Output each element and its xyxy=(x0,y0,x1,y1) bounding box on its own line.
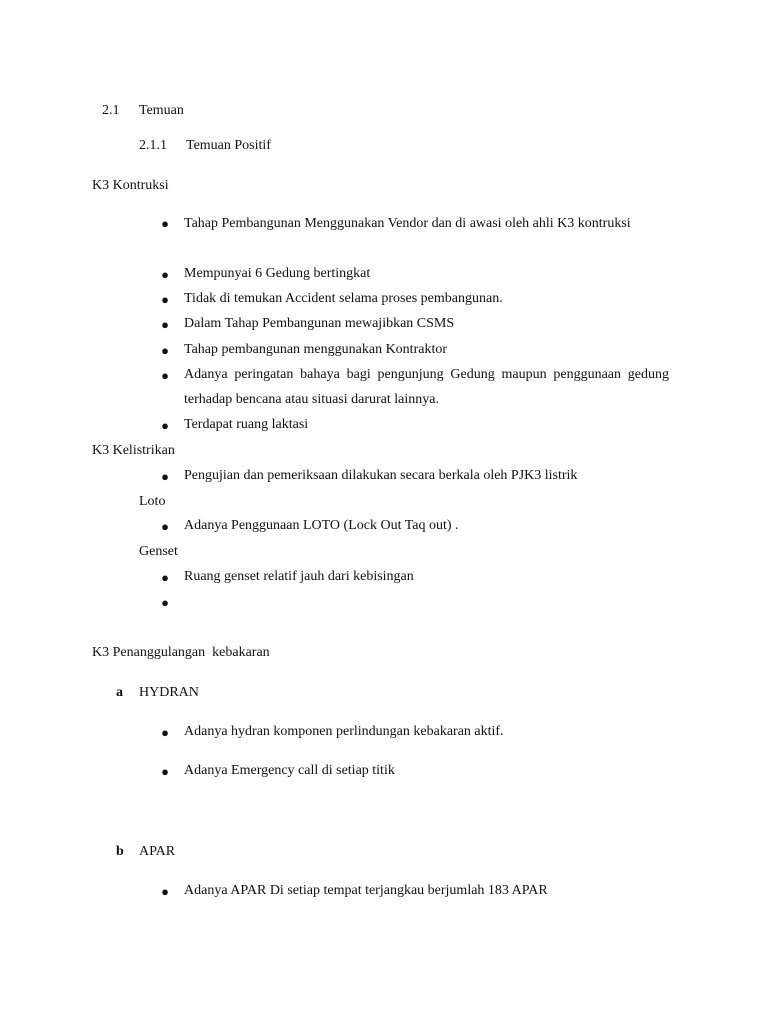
bullet-icon: ● xyxy=(161,292,169,307)
bullet-icon: ● xyxy=(161,317,169,332)
section-number: 2.1 xyxy=(102,103,120,118)
bullet-icon: ● xyxy=(161,368,169,383)
list-item: Mempunyai 6 Gedung bertingkat xyxy=(184,266,371,281)
heading-k3-kelistrikan: K3 Kelistrikan xyxy=(92,443,175,458)
item-letter-b: b xyxy=(116,844,124,859)
list-item: Adanya Emergency call di setiap titik xyxy=(184,763,395,778)
bullet-icon: ● xyxy=(161,570,169,585)
list-item: Adanya Penggunaan LOTO (Lock Out Taq out) . xyxy=(184,518,459,533)
bullet-icon: ● xyxy=(161,418,169,433)
heading-k3-kontruksi: K3 Kontruksi xyxy=(92,178,169,193)
subsection-number: 2.1.1 xyxy=(139,138,167,153)
list-item: Adanya APAR Di setiap tempat terjangkau berjumlah 183 APAR xyxy=(184,883,548,898)
bullet-icon: ● xyxy=(161,216,169,231)
heading-k3-kebakaran: K3 Penanggulangan kebakaran xyxy=(92,645,270,660)
section-title: Temuan xyxy=(139,103,184,118)
list-item: Tahap Pembangunan Menggunakan Vendor dan di awasi oleh ahli K3 kontruksi xyxy=(184,216,631,231)
list-item: Ruang genset relatif jauh dari kebisingan xyxy=(184,569,414,584)
item-letter-a: a xyxy=(116,685,123,700)
bullet-icon: ● xyxy=(161,267,169,282)
bullet-icon: ● xyxy=(161,884,169,899)
bullet-icon: ● xyxy=(161,469,169,484)
heading-apar: APAR xyxy=(139,844,176,859)
bullet-icon: ● xyxy=(161,725,169,740)
list-item: Adanya hydran komponen perlindungan kebakaran aktif. xyxy=(184,724,504,739)
list-item: Adanya peringatan bahaya bagi pengunjung Gedung maupun penggunaan gedung terhadap bencana atau situasi darurat lainnya. xyxy=(184,367,669,407)
list-item: Terdapat ruang laktasi xyxy=(184,417,309,432)
bullet-icon: ● xyxy=(161,595,169,610)
heading-loto: Loto xyxy=(139,494,166,509)
bullet-icon: ● xyxy=(161,519,169,534)
heading-genset: Genset xyxy=(139,544,178,559)
list-item: Pengujian dan pemeriksaan dilakukan secara berkala oleh PJK3 listrik xyxy=(184,468,578,483)
list-item: Tidak di temukan Accident selama proses pembangunan. xyxy=(184,291,503,306)
bullet-icon: ● xyxy=(161,343,169,358)
list-item: Tahap pembangunan menggunakan Kontraktor xyxy=(184,342,447,357)
bullet-icon: ● xyxy=(161,764,169,779)
heading-hydran: HYDRAN xyxy=(139,685,199,700)
subsection-title: Temuan Positif xyxy=(186,138,271,153)
list-item: Dalam Tahap Pembangunan mewajibkan CSMS xyxy=(184,316,455,331)
